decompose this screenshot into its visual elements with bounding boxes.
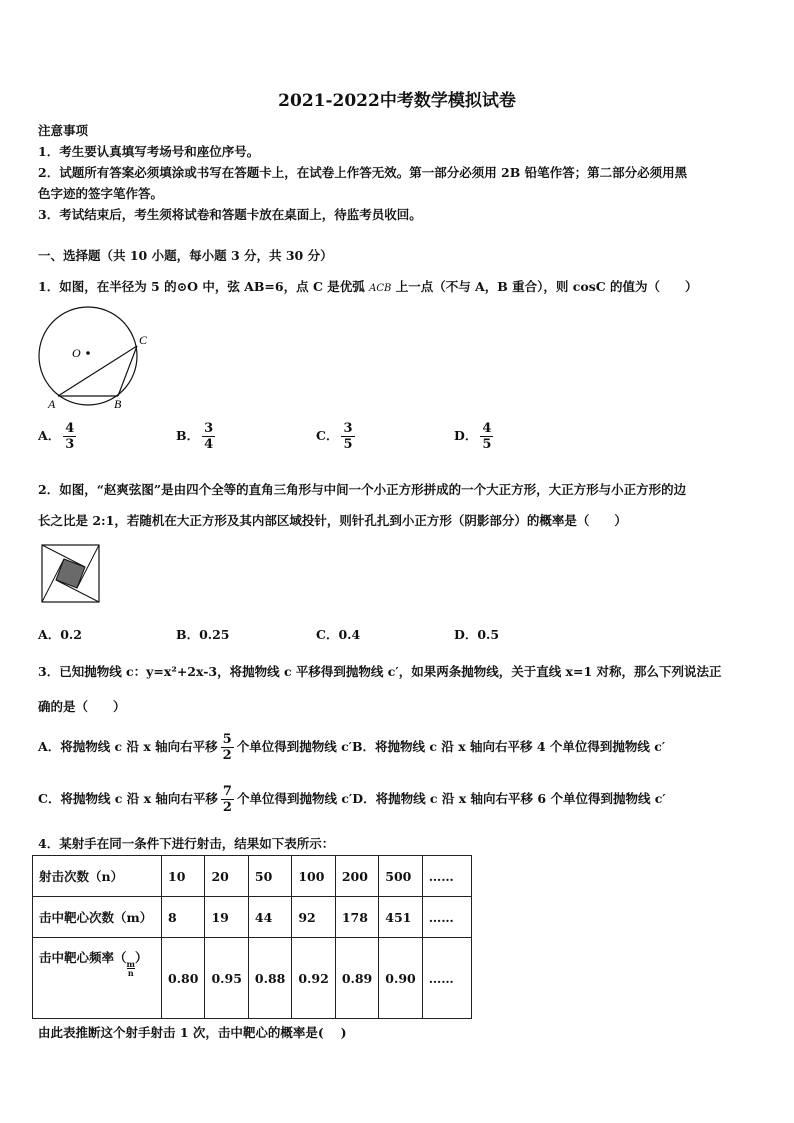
table-cell: 92 xyxy=(292,897,335,938)
zhao-shuang-diagram xyxy=(41,544,101,604)
q3-option-a[interactable]: A．将抛物线 c 沿 x 轴向右平移 $\frac{5}{2}$ 个单位得到抛物线 c′ xyxy=(38,732,352,763)
section-heading: 一、选择题（共 10 小题，每小题 3 分，共 30 分） xyxy=(38,248,333,263)
option-fraction: $\frac{5}{2}$ xyxy=(222,732,232,763)
q1-stem-b: 上一点（不与 A，B 重合），则 cosC 的值为（ ） xyxy=(391,279,698,294)
q3-option-c[interactable]: C．将抛物线 c 沿 x 轴向右平移 $\frac{7}{2}$ 个单位得到抛物线 c′ xyxy=(38,784,353,815)
table-cell: 178 xyxy=(335,897,378,938)
option-fraction: $\frac{7}{2}$ xyxy=(222,784,232,815)
table-cell: …… xyxy=(422,856,471,897)
q2-option-d[interactable]: D．0.5 xyxy=(454,627,500,642)
shooting-results-table xyxy=(32,855,472,1019)
q1-circle-figure xyxy=(34,300,154,412)
option-label: A． xyxy=(38,428,61,443)
notice-item: 色字迹的签字笔作答。 xyxy=(38,186,164,201)
q3-stem-line2: 确的是（ ） xyxy=(38,699,126,714)
q2-option-c[interactable]: C．0.4 xyxy=(316,627,361,642)
table-cell: …… xyxy=(422,938,471,1019)
table-cell: 44 xyxy=(248,897,291,938)
center-point xyxy=(86,351,90,355)
option-label: C． xyxy=(316,428,339,443)
option-fraction: $\frac{4}{5}$ xyxy=(482,421,492,452)
table-cell: 19 xyxy=(205,897,248,938)
frequency-fraction: $\frac{m}{n}$ xyxy=(126,959,135,978)
option-fraction: $\frac{4}{3}$ xyxy=(65,421,75,452)
table-cell: 8 xyxy=(162,897,205,938)
table-cell: 0.95 xyxy=(205,938,248,1019)
row-header: 击中靶心频率（ $\frac{m}{n}$ ） xyxy=(33,938,162,1019)
inner-square xyxy=(56,559,85,588)
notice-item: 2．试题所有答案必须填涂或书写在答题卡上，在试卷上作答无效。第一部分必须用 2B 铅笔作答；第二部分必须用黑 xyxy=(38,165,688,180)
label-b: B xyxy=(114,397,122,411)
q3-option-b[interactable]: B．将抛物线 c 沿 x 轴向右平移 4 个单位得到抛物线 c′ xyxy=(351,739,666,754)
table-cell: 0.89 xyxy=(335,938,378,1019)
q1-stem xyxy=(38,277,698,295)
q4-conclusion: 由此表推断这个射手射击 1 次，击中靶心的概率是( ) xyxy=(38,1025,347,1040)
table-cell: 0.80 xyxy=(162,938,205,1019)
table-cell: 50 xyxy=(248,856,291,897)
q1-arc: ACB xyxy=(369,283,392,294)
q3-options-row1 xyxy=(38,732,665,763)
table-cell: 0.92 xyxy=(292,938,335,1019)
q2-option-a[interactable]: A．0.2 xyxy=(38,627,82,642)
option-label: B． xyxy=(176,428,200,443)
q1-stem-a: 1．如图，在半径为 5 的⊙O 中，弦 AB=6，点 C 是优弧 xyxy=(38,279,370,294)
q3-options-row2 xyxy=(38,784,666,815)
table-cell: 100 xyxy=(292,856,335,897)
option-label: D． xyxy=(454,428,478,443)
q3-stem-line1: 3．已知抛物线 c：y=x²+2x-3，将抛物线 c 平移得到抛物线 c′，如果两条抛物线，关于直线 x=1 对称，那么下列说法正 xyxy=(38,664,722,679)
table-cell: 200 xyxy=(335,856,378,897)
q1-option-a[interactable] xyxy=(38,421,79,452)
table-cell: 0.90 xyxy=(379,938,422,1019)
row-header: 击中靶心次数（m） xyxy=(33,897,162,938)
notice-item: 3．考试结束后，考生须将试卷和答题卡放在桌面上，待监考员收回。 xyxy=(38,207,422,222)
q2-stem-line1: 2．如图，“赵爽弦图”是由四个全等的直角三角形与中间一个小正方形拼成的一个大正方形，大正方形与小正方形的边 xyxy=(38,482,687,497)
q4-stem: 4．某射手在同一条件下进行射击，结果如下表所示： xyxy=(38,836,335,851)
table-cell: 451 xyxy=(379,897,422,938)
table-cell: 10 xyxy=(162,856,205,897)
table-cell: 500 xyxy=(379,856,422,897)
q1-option-b[interactable] xyxy=(176,421,218,452)
label-c: C xyxy=(139,333,148,347)
q1-option-d[interactable] xyxy=(454,421,496,452)
table-row xyxy=(33,856,472,897)
table-cell: 20 xyxy=(205,856,248,897)
option-fraction: $\frac{3}{5}$ xyxy=(343,421,353,452)
notice-item: 1．考生要认真填写考场号和座位序号。 xyxy=(38,144,260,159)
q2-option-b[interactable]: B．0.25 xyxy=(176,627,230,642)
table-cell: 0.88 xyxy=(248,938,291,1019)
option-fraction: $\frac{3}{4}$ xyxy=(204,421,214,452)
table-row xyxy=(33,897,472,938)
row-header: 射击次数（n） xyxy=(33,856,162,897)
q2-stem-line2: 长之比是 2:1，若随机在大正方形及其内部区域投针，则针孔扎到小正方形（阴影部分）的概率是（ ） xyxy=(38,513,627,528)
table-row xyxy=(33,938,472,1019)
notice-heading: 注意事项 xyxy=(38,123,89,138)
table-cell: …… xyxy=(422,897,471,938)
q1-option-c[interactable] xyxy=(316,421,358,452)
label-a: A xyxy=(48,397,56,411)
q3-option-d[interactable]: D．将抛物线 c 沿 x 轴向右平移 6 个单位得到抛物线 c′ xyxy=(352,791,666,806)
page-title: 2021-2022中考数学模拟试卷 xyxy=(278,91,516,111)
label-o: O xyxy=(72,346,81,360)
